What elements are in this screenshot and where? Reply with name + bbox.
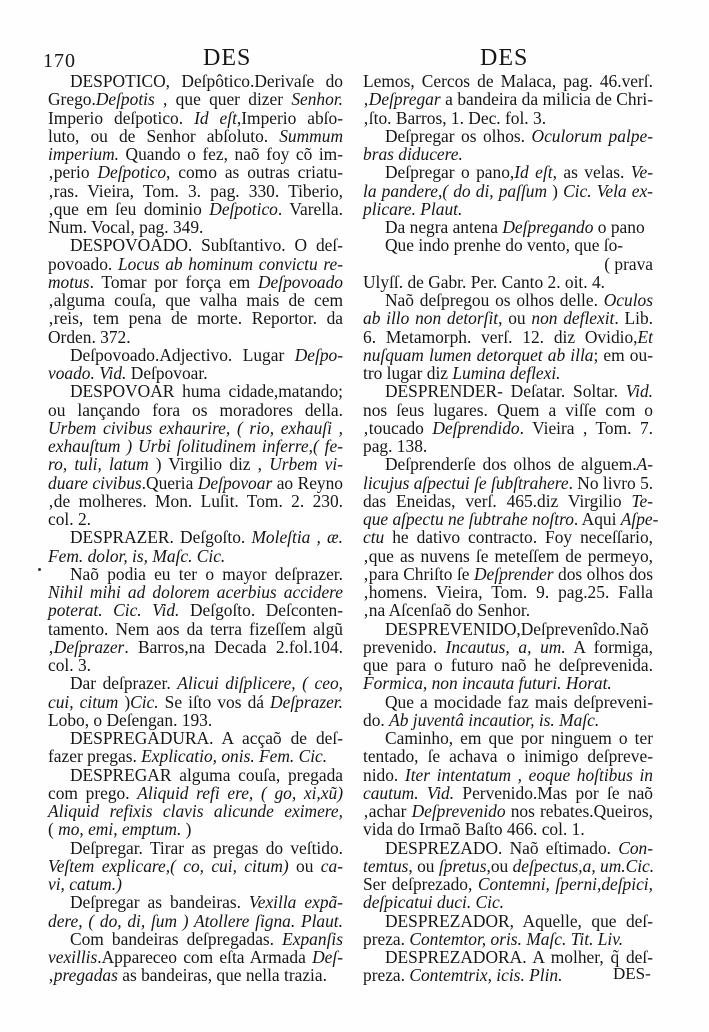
text-line: vida do Irmaõ Baſto 466. col. 1. (363, 819, 585, 840)
text-line: Deſprenderſe dos olhos de alguem.A- (385, 454, 653, 475)
text-line: Que indo prenhe do vento, que ſo- (385, 235, 624, 256)
text-line: Com bandeiras deſpregadas. Expanſis (70, 928, 343, 949)
text-line: DESPRENDER- Deſatar. Soltar. Vid. (385, 381, 653, 402)
text-line: ‚Deſpregar a bandeira da milicia de Chri- (363, 89, 653, 110)
text-line: ‚ſto. Barros, 1. Dec. fol. 3. (363, 107, 547, 128)
text-line: Lemos, Cercos de Malaca, pag. 46.verſ. (363, 71, 653, 91)
text-line: ‚Deſprazer. Barros,na Decada 2.fol.104. (48, 636, 343, 657)
text-line: Ser deſprezado, Contemni, ſperni,deſpici, (363, 874, 653, 894)
text-line: das Eneidas, verſ. 465.diz Virgilio Te- (363, 490, 653, 511)
text-line: Urbem civibus exhaurire, ( rio, exhauſi , (48, 417, 343, 438)
text-line: DESPREZADOR, Aquelle, que deſ- (385, 910, 653, 931)
text-line: DESPREGAR alguma couſa, pregada (70, 764, 343, 785)
text-line: DESPOVOAR huma cidade,matando; (70, 381, 343, 402)
text-line: DESPREVENIDO,Deſprevenîdo.Naõ (385, 618, 649, 639)
text-line: Dar deſprazer. Alicui diſplicere, ( ceo, (70, 673, 343, 694)
catchword: DES- (613, 964, 651, 983)
text-line: dere, ( do, di, ſum ) Atollere ſigna. Plaut. (48, 910, 343, 931)
text-line: Deſpovoado.Adjectivo. Lugar Deſpo- (70, 344, 343, 365)
text-line: DESPREZADO. Naõ eſtimado. Con- (385, 837, 653, 858)
text-line: ab illo non detorſit, ou non deflexit. Lib. (363, 308, 653, 329)
text-line: vexillis.Appareceo com eſta Armada Deſ- (48, 947, 343, 967)
text-line: ‚na Aſcenſaõ do Senhor. (363, 600, 531, 621)
ink-speck (38, 568, 41, 571)
text-line: prevenido. Incautus, a, um. A formiga, (363, 636, 653, 657)
text-line: licujus aſpectui ſe ſubſtrahere. No livro 5. (363, 472, 654, 493)
text-line: Orden. 372. (48, 326, 131, 347)
text-line: ‚achar Deſprevenido nos rebates.Queiros, (363, 801, 653, 821)
text-line: preza. Contemtor, oris. Maſc. Tit. Liv. (363, 928, 624, 949)
text-line: Deſpregar. Tirar as pregas do veſtido. (70, 837, 343, 858)
text-line: ‚que em ſeu dominio Deſpotico. Varella. (48, 198, 343, 219)
text-line: Que a mocidade faz mais deſpreveni- (385, 691, 653, 712)
text-line: DESPRAZER. Deſgoſto. Moleſtia , æ. (70, 527, 343, 548)
text-line: Deſpregar as bandeiras. Vexilla expã- (70, 892, 344, 913)
text-line: que para o futuro naõ he deſprevenida. (363, 655, 653, 675)
text-line: DESPOVOADO. Subſtantivo. O deſ- (70, 235, 343, 256)
text-line: col. 3. (48, 655, 91, 675)
text-line: preza. Contemtrix, icis. Plin. (363, 965, 563, 986)
text-line: pag. 138. (363, 436, 428, 456)
text-line: Deſpregar os olhos. Oculorum palpe- (385, 125, 653, 146)
text-line: ctu he dativo contracto. Foy neceſſario, (363, 527, 653, 548)
text-line: motus. Tomar por força em Deſpovoado (48, 271, 343, 292)
text-line: nos ſeus lugares. Quem a viſſe com o (363, 399, 653, 420)
text-line: Fem. dolor, is, Maſc. Cic. (48, 545, 226, 566)
text-line: fazer pregas. Explicatio, onis. Fem. Cic. (48, 746, 328, 767)
text-line: ‚de molheres. Mon. Luſit. Tom. 2. 230. (48, 490, 343, 511)
text-line: ro, tuli, latum ) Virgilio diz , Urbem vi- (48, 454, 343, 475)
page-number: 170 (43, 50, 76, 72)
text-line: tentado, ſe achava o inimigo deſpreve- (363, 746, 653, 767)
text-line: que aſpectu ne ſubtrahe noſtro. Aqui Aſpe- (363, 509, 659, 529)
text-line: ‚homens. Vieira, Tom. 9. pag.25. Falla (363, 582, 653, 602)
text-line: ‚reis, tem pena de morte. Reportor. da (48, 308, 343, 329)
text-line: ‚que as nuvens ſe meteſſem de permeyo, (363, 545, 653, 566)
text-line: Aliquid refixis clavis alicunde eximere, (48, 801, 343, 821)
text-line: luto, ou de Senhor abſoluto. Summum (48, 125, 343, 146)
text-line: duare civibus.Queria Deſpovoar ao Reyno (48, 472, 343, 493)
text-line: deſpicatui duci. Cic. (363, 892, 505, 913)
text-line: Naõ podia eu ter o mayor deſprazer. (70, 563, 343, 584)
text-line: Grego.Deſpotis , que quer dizer Senhor. (48, 89, 343, 110)
text-line: la pandere,( do di, paſſum ) Cic. Vela ex- (363, 180, 653, 201)
text-line: Num. Vocal, pag. 349. (48, 217, 204, 237)
text-line: exhauſtum ) Urbi ſolitudinem inferre,( fe- (48, 436, 343, 456)
text-line: tamento. Nem aos da terra fizeſſem algũ (48, 618, 343, 639)
text-line: voado. Vid. Deſpovoar. (48, 363, 208, 383)
text-line: ‚ras. Vieira, Tom. 3. pag. 330. Tiberio, (48, 180, 343, 201)
text-line: bras diducere. (363, 144, 463, 164)
text-line: ( mo, emi, emptum. ) (48, 819, 192, 840)
text-line: cautum. Vid. Pervenido.Mas por ſe naõ (363, 782, 653, 803)
text-line: ‚toucado Deſprendido. Vieira , Tom. 7. (363, 417, 653, 438)
text-line: 6. Metamorph. verſ. 12. diz Ovidio,Et (363, 326, 653, 347)
text-line: povoado. Locus ab hominum convictu re- (48, 253, 343, 274)
text-line: Caminho, em que por ninguem o ter (385, 728, 653, 748)
text-line: do. Ab juventâ incautior, is. Maſc. (363, 709, 600, 730)
text-line: nuſquam lumen detorquet ab illa; em ou- (363, 344, 653, 365)
text-line: ‚para Chriſto ſe Deſprender dos olhos dos (363, 563, 653, 584)
text-line: Lobo, o Deſengan. 193. (48, 709, 213, 730)
running-head-left: DES (203, 45, 252, 71)
text-line: Da negra antena Deſpregando o pano (385, 217, 645, 237)
text-line: nido. Iter intentatum , eoque hoſtibus in (363, 764, 653, 785)
text-line: Imperio deſpotico. Id eſt,Imperio abſo- (48, 107, 344, 128)
right-column (363, 71, 659, 986)
text-line: Deſpregar o pano,Id eſt, as velas. Ve- (385, 162, 653, 183)
text-line: DESPREZADORA. A molher, q̃ deſ- (385, 947, 653, 967)
text-line: ( prava (604, 253, 653, 274)
text-line: DESPREGADURA. A acçaõ de deſ- (70, 728, 343, 748)
running-head-right: DES (480, 45, 529, 71)
text-line: ou lançando fora os moradores della. (48, 399, 343, 420)
text-line: ‚pregadas as bandeiras, que nella trazia. (48, 965, 327, 986)
text-line: poterat. Cic. Vid. Deſgoſto. Deſconten- (48, 600, 343, 621)
text-line: Formica, non incauta futuri. Horat. (363, 673, 612, 694)
text-line: cui, citum )Cic. Se iſto vos dá Deſprazer. (48, 691, 343, 712)
text-line: Naõ deſpregou os olhos delle. Oculos (385, 290, 653, 310)
text-line: plicare. Plaut. (363, 198, 463, 219)
text-line: ‚alguma couſa, que valha mais de cem (48, 290, 343, 310)
text-line: temtus, ou ſpretus,ou deſpectus,a, um.Cic. (363, 855, 655, 876)
left-column (48, 72, 343, 985)
text-line: vi, catum.) (48, 874, 122, 894)
text-line: Nihil mihi ad dolorem acerbius accidere (48, 582, 343, 602)
text-line: DESPOTICO, Deſpôtico.Derivaſe do (70, 71, 343, 91)
text-line: col. 2. (48, 509, 91, 529)
text-line: tro lugar diz Lumina deflexi. (363, 363, 561, 383)
text-line: Veſtem explicare,( co, cui, citum) ou ca- (48, 855, 343, 876)
text-line: ‚perio Deſpotico, como as outras criatu- (48, 162, 343, 183)
text-line: com prego. Aliquid refi ere, ( go, xi,xũ) (48, 782, 343, 803)
text-line: imperium. Quando o fez, naõ foy cõ im- (48, 144, 343, 164)
text-line: Ulyſſ. de Gabr. Per. Canto 2. oit. 4. (363, 271, 605, 292)
